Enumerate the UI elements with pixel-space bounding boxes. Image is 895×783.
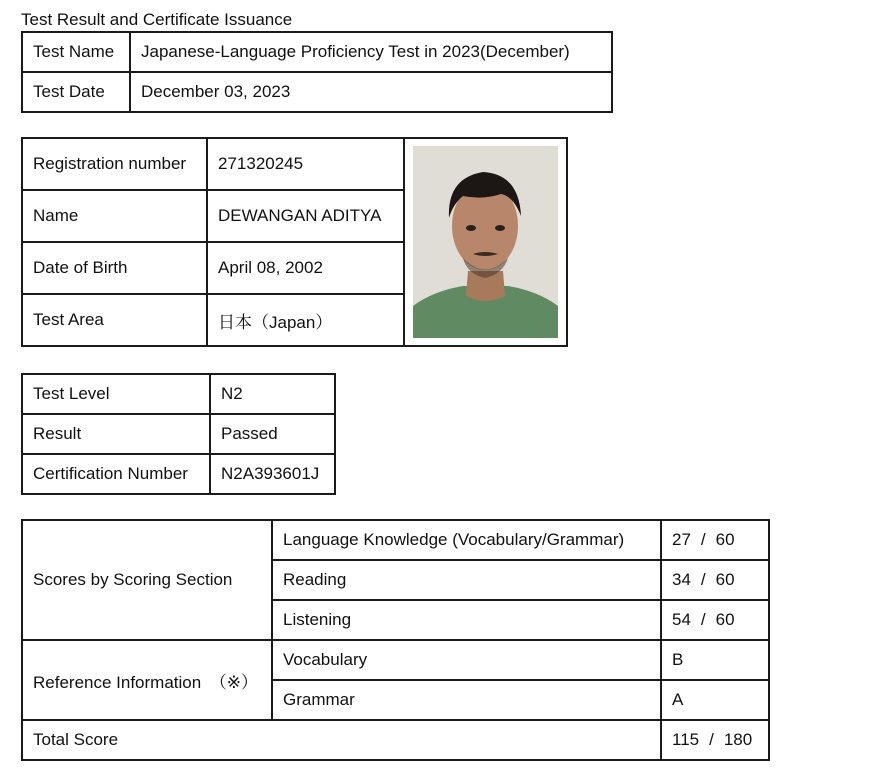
test-level-value: N2: [210, 374, 335, 414]
reference-grade: B: [661, 640, 769, 680]
test-name-value: Japanese-Language Proficiency Test in 2023(December): [130, 32, 612, 72]
reference-info-label: Reference Information （※）: [22, 640, 272, 720]
reference-grade: A: [661, 680, 769, 720]
table-row: [22, 720, 769, 760]
test-level-label: Test Level: [22, 374, 210, 414]
table-row: [22, 414, 335, 454]
dob-value: April 08, 2002: [207, 242, 404, 294]
test-date-value: December 03, 2023: [130, 72, 612, 112]
certification-label: Certification Number: [22, 454, 210, 494]
test-name-label: Test Name: [22, 32, 130, 72]
table-row: [22, 32, 612, 72]
examinee-table: [21, 137, 568, 347]
total-score-label: Total Score: [22, 720, 661, 760]
certification-value: N2A393601J: [210, 454, 335, 494]
section-name: Listening: [272, 600, 661, 640]
table-row: [22, 520, 769, 560]
reference-name: Vocabulary: [272, 640, 661, 680]
section-score: 27 / 60: [661, 520, 769, 560]
table-row: [22, 138, 567, 190]
examinee-photo: [413, 146, 558, 338]
table-row: [22, 374, 335, 414]
scores-table: [21, 519, 770, 761]
result-table: [21, 373, 336, 495]
registration-value: 271320245: [207, 138, 404, 190]
section-name: Reading: [272, 560, 661, 600]
page-title: Test Result and Certificate Issuance: [21, 10, 293, 29]
section-name: Language Knowledge (Vocabulary/Grammar): [272, 520, 661, 560]
test-area-label: Test Area: [22, 294, 207, 346]
dob-label: Date of Birth: [22, 242, 207, 294]
test-date-label: Test Date: [22, 72, 130, 112]
scores-section-label: Scores by Scoring Section: [22, 520, 272, 640]
table-row: [22, 640, 769, 680]
registration-label: Registration number: [22, 138, 207, 190]
name-label: Name: [22, 190, 207, 242]
total-score-value: 115 / 180: [661, 720, 769, 760]
result-label: Result: [22, 414, 210, 454]
reference-name: Grammar: [272, 680, 661, 720]
test-area-value: 日本（Japan）: [207, 294, 404, 346]
section-score: 34 / 60: [661, 560, 769, 600]
photo-cell: [404, 138, 567, 346]
result-value: Passed: [210, 414, 335, 454]
table-row: [22, 454, 335, 494]
section-score: 54 / 60: [661, 600, 769, 640]
table-row: [22, 72, 612, 112]
name-value: DEWANGAN ADITYA: [207, 190, 404, 242]
test-info-table: [21, 31, 613, 113]
